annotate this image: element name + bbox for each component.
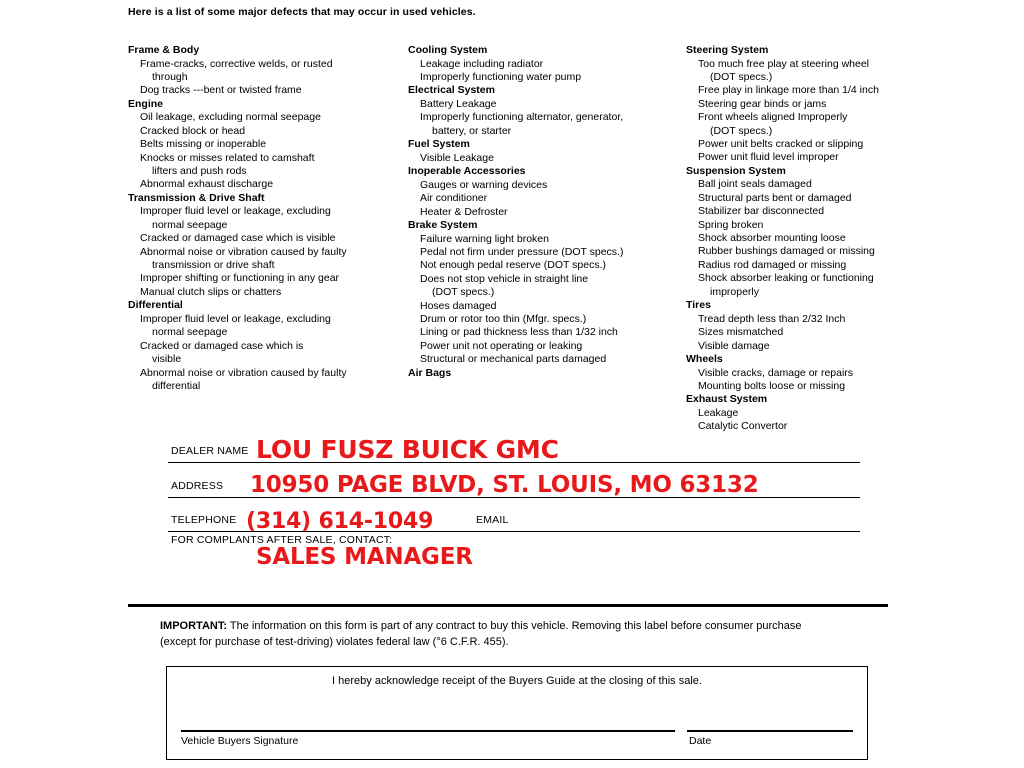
defect-group bbox=[686, 44, 936, 165]
defect-item bbox=[686, 138, 936, 151]
defect-group bbox=[408, 84, 678, 138]
defect-group-title: Frame & Body bbox=[128, 44, 200, 56]
defect-item-text: Catalytic Convertor bbox=[698, 420, 788, 433]
defect-item-continuation: lifters and push rods bbox=[152, 165, 247, 178]
defect-item bbox=[408, 233, 678, 246]
defect-item-text: Rubber bushings damaged or missing bbox=[698, 245, 875, 258]
defect-group-title: Air Bags bbox=[408, 366, 452, 379]
defect-item-text: Shock absorber leaking or functioning bbox=[698, 272, 874, 285]
defect-item-text: Does not stop vehicle in straight line bbox=[420, 272, 589, 285]
defect-item-continuation: differential bbox=[152, 379, 201, 392]
dealer-name-label: DEALER NAME bbox=[171, 445, 249, 457]
defect-item-continuation: (DOT specs.) bbox=[432, 286, 495, 299]
defect-item-text: Frame-cracks, corrective welds, or rusted bbox=[140, 57, 333, 70]
defect-item bbox=[408, 206, 678, 219]
defect-group-title: Exhaust System bbox=[686, 393, 768, 406]
defects-column-1 bbox=[128, 44, 388, 393]
important-label: IMPORTANT: bbox=[160, 620, 228, 632]
defect-item bbox=[408, 98, 678, 111]
defect-item-text: Knocks or misses related to camshaft bbox=[140, 151, 315, 164]
dealer-telephone-value: (314) 614-1049 bbox=[246, 509, 434, 534]
defect-item bbox=[408, 353, 678, 366]
defect-group bbox=[408, 138, 678, 165]
defect-item bbox=[408, 300, 678, 313]
defect-item-text: Visible cracks, damage or repairs bbox=[698, 366, 854, 379]
defect-group-title: Steering System bbox=[686, 44, 769, 56]
defect-item-text: Not enough pedal reserve (DOT specs.) bbox=[420, 259, 606, 272]
intro-text: Here is a list of some major defects that may occur in used vehicles. bbox=[128, 6, 476, 18]
important-text: The information on this form is part of any contract to buy this vehicle. Removing this label before consumer purchase (except for purchase of test-driving) violates federal law (°6 C.F.R. 455). bbox=[160, 620, 802, 648]
dealer-telephone-row bbox=[168, 498, 860, 532]
signature-label: Vehicle Buyers Signature bbox=[181, 735, 299, 747]
defect-item bbox=[408, 152, 678, 165]
defect-group-title: Engine bbox=[128, 97, 164, 110]
signature-line bbox=[181, 730, 675, 732]
dealer-name-row bbox=[168, 428, 860, 463]
defect-item bbox=[128, 111, 388, 124]
defect-item bbox=[686, 84, 936, 97]
defect-group bbox=[408, 44, 678, 84]
defect-item bbox=[408, 246, 678, 259]
defect-item-text: Structural parts bent or damaged bbox=[698, 191, 852, 204]
defect-item bbox=[686, 245, 936, 258]
defect-item-text: Belts missing or inoperable bbox=[140, 138, 267, 151]
defect-item-text: Oil leakage, excluding normal seepage bbox=[140, 111, 321, 124]
defect-group bbox=[408, 367, 678, 381]
defect-group-title: Electrical System bbox=[408, 84, 495, 97]
defect-item bbox=[686, 205, 936, 218]
defect-item-continuation: visible bbox=[152, 353, 182, 366]
defect-group bbox=[686, 165, 936, 299]
defect-item-text: Dog tracks ---bent or twisted frame bbox=[140, 84, 302, 97]
defect-group-title: Wheels bbox=[686, 352, 723, 365]
defect-item-text: Cracked or damaged case which is bbox=[140, 339, 304, 352]
defect-group-title: Cooling System bbox=[408, 44, 488, 56]
defect-group bbox=[128, 299, 388, 393]
defect-item-text: Leakage bbox=[698, 406, 739, 419]
defect-item-text: Improperly functioning alternator, generator, bbox=[420, 111, 624, 124]
defect-item bbox=[408, 259, 678, 272]
defect-item-text: Leakage including radiator bbox=[420, 57, 544, 70]
defect-item bbox=[408, 58, 678, 71]
defect-group-title: Inoperable Accessories bbox=[408, 165, 526, 178]
defect-group-title: Suspension System bbox=[686, 164, 786, 177]
defect-item bbox=[686, 259, 936, 272]
defect-item-text: Hoses damaged bbox=[420, 299, 497, 312]
defect-item-text: Gauges or warning devices bbox=[420, 178, 548, 191]
defects-column-2 bbox=[408, 44, 678, 380]
acknowledgement-text: I hereby acknowledge receipt of the Buyers Guide at the closing of this sale. bbox=[332, 675, 702, 687]
defect-item bbox=[408, 71, 678, 84]
defect-item bbox=[686, 340, 936, 353]
dealer-info-block bbox=[168, 428, 860, 578]
dealer-complaints-label: FOR COMPLANTS AFTER SALE, CONTACT: bbox=[171, 534, 393, 546]
defect-item-text: Improper shifting or functioning in any gear bbox=[140, 272, 340, 285]
defect-item-text: Cracked or damaged case which is visible bbox=[140, 232, 336, 245]
defect-item-text: Spring broken bbox=[698, 218, 764, 231]
defect-item bbox=[128, 286, 388, 299]
defect-item-continuation: transmission or drive shaft bbox=[152, 259, 275, 272]
defect-item bbox=[128, 178, 388, 191]
dealer-address-row bbox=[168, 463, 860, 498]
defect-item bbox=[128, 152, 388, 179]
defect-item-text: Cracked block or head bbox=[140, 124, 246, 137]
defect-item-text: Ball joint seals damaged bbox=[698, 178, 812, 191]
defect-item bbox=[128, 232, 388, 245]
date-line bbox=[687, 730, 853, 732]
defect-item-text: Improper fluid level or leakage, excluding bbox=[140, 205, 331, 218]
defect-item-text: Front wheels aligned Improperly bbox=[698, 111, 848, 124]
defect-item bbox=[128, 58, 388, 85]
date-label: Date bbox=[689, 735, 712, 747]
defect-item-text: Structural or mechanical parts damaged bbox=[420, 353, 607, 366]
defect-item bbox=[408, 340, 678, 353]
dealer-email-label: EMAIL bbox=[476, 514, 509, 526]
defect-item bbox=[686, 313, 936, 326]
defect-item-text: Improperly functioning water pump bbox=[420, 71, 582, 83]
dealer-address-value: 10950 PAGE BLVD, ST. LOUIS, MO 63132 bbox=[250, 472, 759, 498]
defect-group-title: Transmission & Drive Shaft bbox=[128, 191, 265, 204]
defect-item-text: Free play in linkage more than 1/4 inch bbox=[698, 84, 879, 97]
defect-item bbox=[128, 125, 388, 138]
defect-group bbox=[128, 192, 388, 299]
defect-group-title: Fuel System bbox=[408, 138, 470, 151]
defect-item-text: Abnormal noise or vibration caused by faulty bbox=[140, 245, 347, 258]
important-notice bbox=[160, 618, 820, 650]
defect-item bbox=[408, 192, 678, 205]
defect-item bbox=[686, 151, 936, 164]
defect-group-title: Brake System bbox=[408, 219, 478, 232]
defect-item-continuation: (DOT specs.) bbox=[710, 124, 773, 137]
defect-item-text: Heater & Defroster bbox=[420, 205, 508, 218]
defect-item bbox=[128, 205, 388, 232]
defect-group bbox=[408, 219, 678, 367]
defect-item bbox=[408, 326, 678, 339]
defect-item bbox=[686, 232, 936, 245]
defect-item-continuation: battery, or starter bbox=[432, 124, 512, 137]
defects-column-3 bbox=[686, 44, 936, 434]
defect-item-text: Power unit belts cracked or slipping bbox=[698, 138, 864, 151]
defect-item bbox=[686, 178, 936, 191]
defect-group bbox=[408, 165, 678, 219]
defect-item-text: Radius rod damaged or missing bbox=[698, 258, 847, 271]
defect-item bbox=[686, 192, 936, 205]
section-divider bbox=[128, 604, 888, 607]
defect-item-continuation: normal seepage bbox=[152, 326, 228, 339]
dealer-complaints-value: SALES MANAGER bbox=[256, 544, 473, 570]
defect-item-continuation: through bbox=[152, 71, 188, 83]
defect-item-text: Improper fluid level or leakage, excluding bbox=[140, 312, 331, 325]
defect-item bbox=[128, 138, 388, 151]
defect-item bbox=[408, 313, 678, 326]
defect-item-text: Pedal not firm under pressure (DOT specs.) bbox=[420, 246, 624, 259]
defect-item-text: Steering gear binds or jams bbox=[698, 97, 827, 110]
defect-item-text: Battery Leakage bbox=[420, 98, 497, 110]
defect-group bbox=[128, 98, 388, 192]
defect-item bbox=[408, 179, 678, 192]
defect-item bbox=[686, 407, 936, 420]
defect-item bbox=[128, 84, 388, 97]
defect-item-text: Visible damage bbox=[698, 339, 770, 352]
defect-group bbox=[686, 299, 936, 353]
defect-item bbox=[408, 111, 678, 138]
defect-item bbox=[128, 246, 388, 273]
defect-group bbox=[128, 44, 388, 98]
dealer-name-value: LOU FUSZ BUICK GMC bbox=[256, 435, 559, 464]
defect-item-text: Power unit fluid level improper bbox=[698, 151, 839, 164]
dealer-complaints-row bbox=[168, 532, 860, 578]
defect-item bbox=[686, 367, 936, 380]
defect-item-text: Tread depth less than 2/32 Inch bbox=[698, 312, 846, 325]
defect-item bbox=[408, 273, 678, 300]
defect-item-text: Abnormal exhaust discharge bbox=[140, 178, 274, 191]
defect-group-title: Tires bbox=[686, 299, 711, 312]
defect-item-text: Power unit not operating or leaking bbox=[420, 339, 583, 352]
defect-item-text: Shock absorber mounting loose bbox=[698, 232, 846, 245]
defect-item-text: Abnormal noise or vibration caused by faulty bbox=[140, 366, 347, 379]
defect-item bbox=[686, 111, 936, 138]
defect-item-continuation: improperly bbox=[710, 285, 760, 298]
acknowledgement-box bbox=[166, 666, 868, 760]
dealer-address-label: ADDRESS bbox=[171, 480, 224, 492]
defect-group-title: Differential bbox=[128, 299, 183, 312]
defect-item bbox=[686, 98, 936, 111]
defect-item-text: Too much free play at steering wheel bbox=[698, 57, 870, 70]
defect-item bbox=[128, 272, 388, 285]
dealer-telephone-label: TELEPHONE bbox=[171, 514, 237, 526]
defect-item bbox=[686, 380, 936, 393]
defect-item bbox=[686, 272, 936, 299]
defect-item-continuation: (DOT specs.) bbox=[710, 71, 773, 83]
defect-item bbox=[686, 219, 936, 232]
defect-item bbox=[686, 58, 936, 85]
defect-item-text: Air conditioner bbox=[420, 192, 488, 205]
defect-item bbox=[128, 313, 388, 340]
defect-item-text: Mounting bolts loose or missing bbox=[698, 379, 846, 392]
defect-group bbox=[686, 353, 936, 393]
defect-item-text: Visible Leakage bbox=[420, 151, 494, 164]
defect-item-text: Drum or rotor too thin (Mfgr. specs.) bbox=[420, 313, 587, 326]
defect-item bbox=[128, 340, 388, 367]
defect-item bbox=[128, 367, 388, 394]
defect-item-text: Sizes mismatched bbox=[698, 326, 784, 339]
defect-item-text: Lining or pad thickness less than 1/32 inch bbox=[420, 326, 618, 339]
defect-item-text: Stabilizer bar disconnected bbox=[698, 205, 825, 218]
defect-item bbox=[686, 326, 936, 339]
defect-item-text: Manual clutch slips or chatters bbox=[140, 285, 282, 298]
defect-item-continuation: normal seepage bbox=[152, 218, 228, 231]
defect-item-text: Failure warning light broken bbox=[420, 232, 549, 245]
